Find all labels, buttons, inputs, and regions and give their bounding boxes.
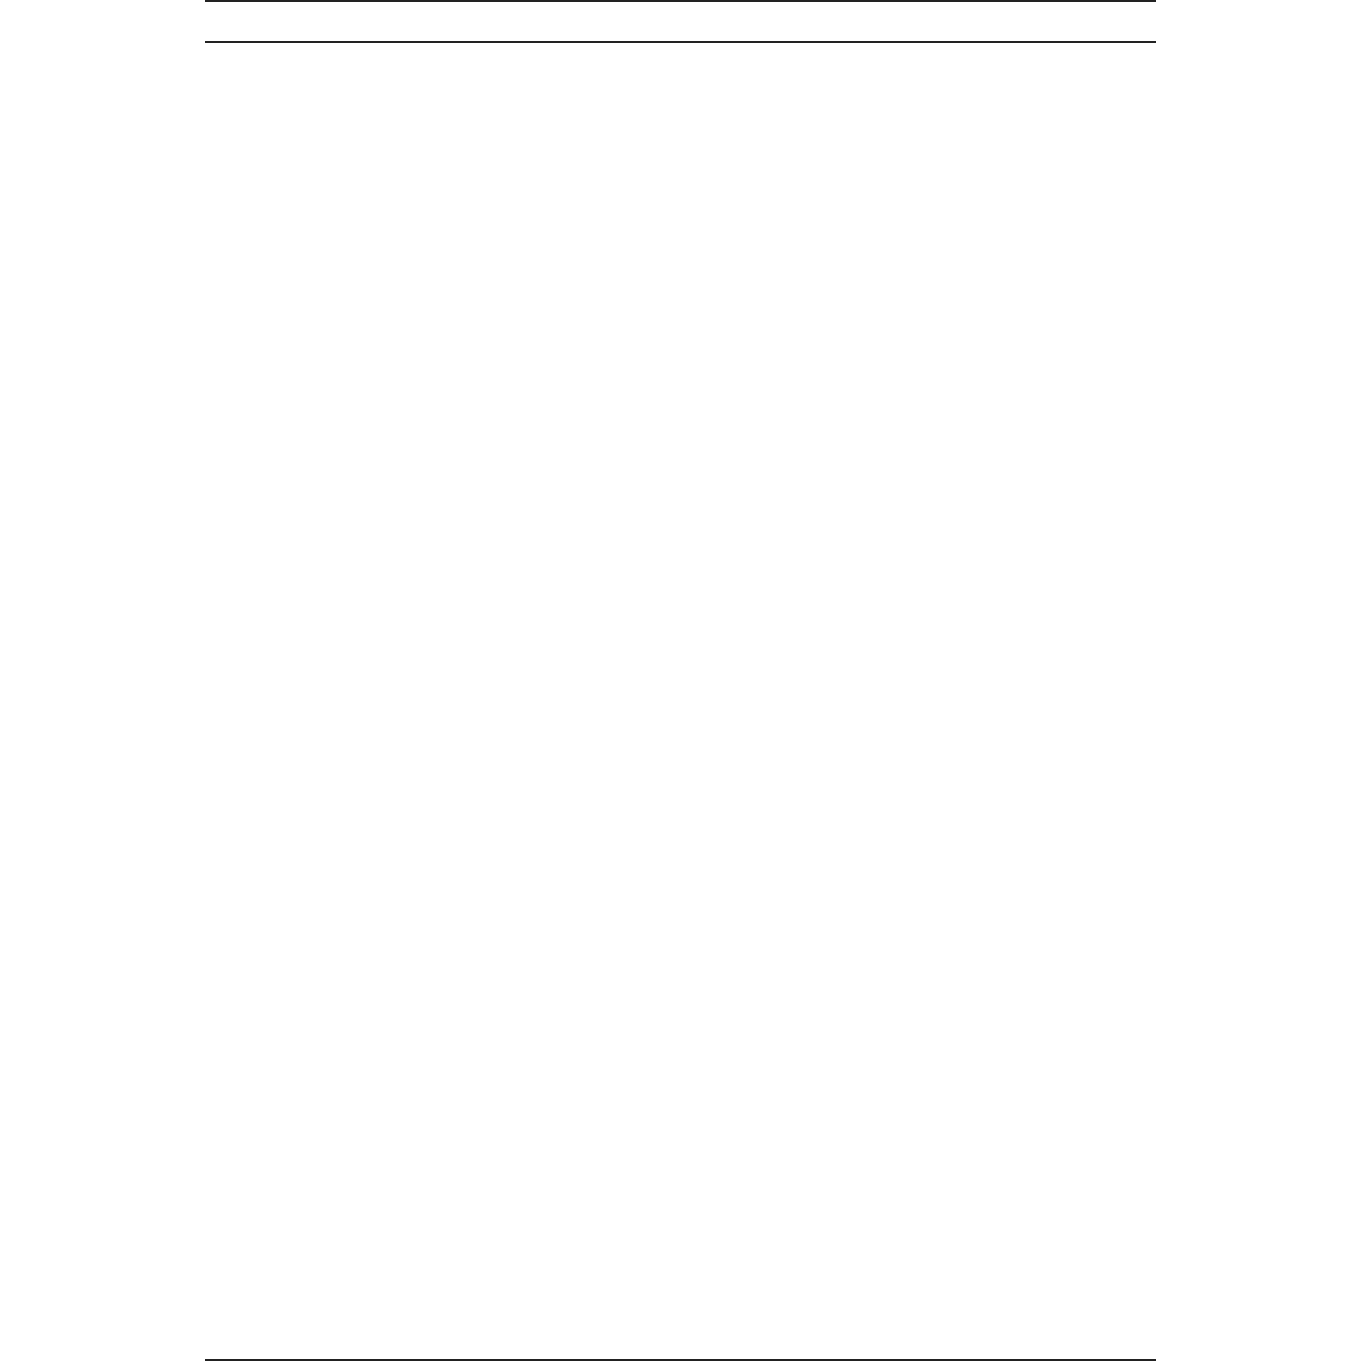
bottom-rule [205,1359,1156,1361]
